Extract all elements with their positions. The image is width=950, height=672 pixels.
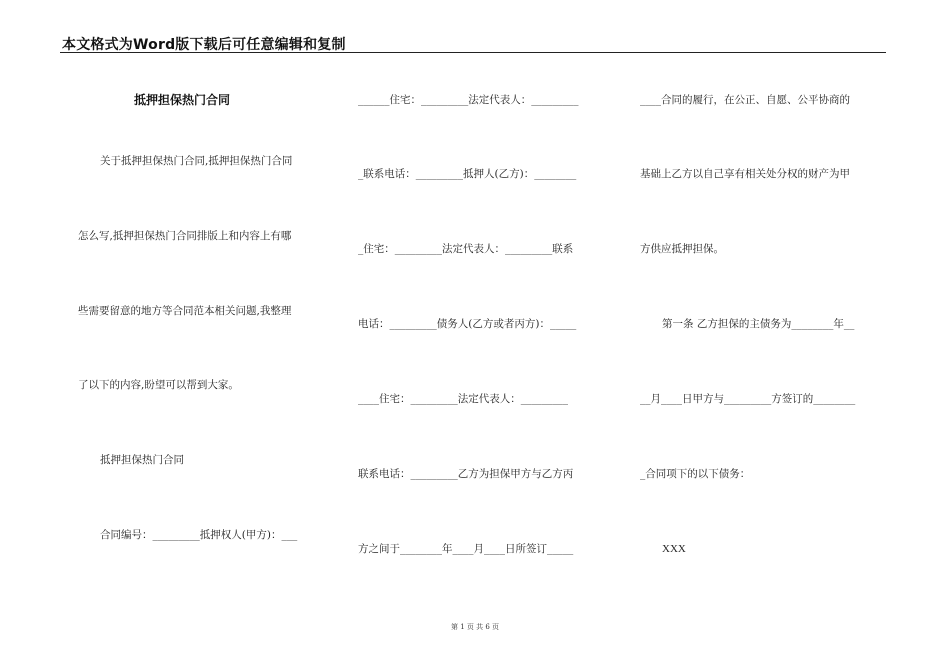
paragraph-line: 电话：_________债务人(乙方或者丙方)：_____ <box>358 318 577 330</box>
paragraph-line: ____住宅：_________法定代表人：_________ <box>358 393 568 405</box>
page-footer: 第 1 页 共 6 页 <box>450 623 500 631</box>
header-note: 本文格式为Word版下载后可任意编辑和复制 <box>62 37 346 53</box>
header-divider <box>60 52 886 53</box>
paragraph-line: 关于抵押担保热门合同,抵押担保热门合同 <box>100 155 293 167</box>
paragraph-line: 基础上乙方以自己享有相关处分权的财产为甲 <box>640 168 850 180</box>
article-line: 第一条 乙方担保的主债务为________年__ <box>662 318 855 330</box>
section-heading: 抵押担保热门合同 <box>100 454 184 466</box>
paragraph-line: 怎么写,抵押担保热门合同排版上和内容上有哪 <box>78 230 292 242</box>
paragraph-line: 联系电话：_________乙方为担保甲方与乙方丙 <box>358 468 574 480</box>
paragraph-line: 了以下的内容,盼望可以帮到大家。 <box>78 379 239 391</box>
paragraph-line: 方供应抵押担保。 <box>640 243 724 255</box>
placeholder-text: XXX <box>662 543 686 555</box>
paragraph-line: _合同项下的以下债务： <box>640 468 751 480</box>
paragraph-line: _住宅：_________法定代表人：_________联系 <box>358 243 574 255</box>
paragraph-line: _联系电话：_________抵押人(乙方)：________ <box>358 168 577 180</box>
paragraph-line: __月____日甲方与_________方签订的________ <box>640 393 856 405</box>
paragraph-line: ____合同的履行，在公正、自愿、公平协商的 <box>640 94 850 106</box>
paragraph-line: 些需要留意的地方等合同范本相关问题,我整理 <box>78 305 292 317</box>
paragraph-line: 方之间于________年____月____日所签订_____ <box>358 543 574 555</box>
document-title: 抵押担保热门合同 <box>134 93 231 107</box>
paragraph-line: ______住宅：_________法定代表人：_________ <box>358 94 579 106</box>
contract-number-line: 合同编号：_________抵押权人(甲方)：___ <box>100 529 298 541</box>
